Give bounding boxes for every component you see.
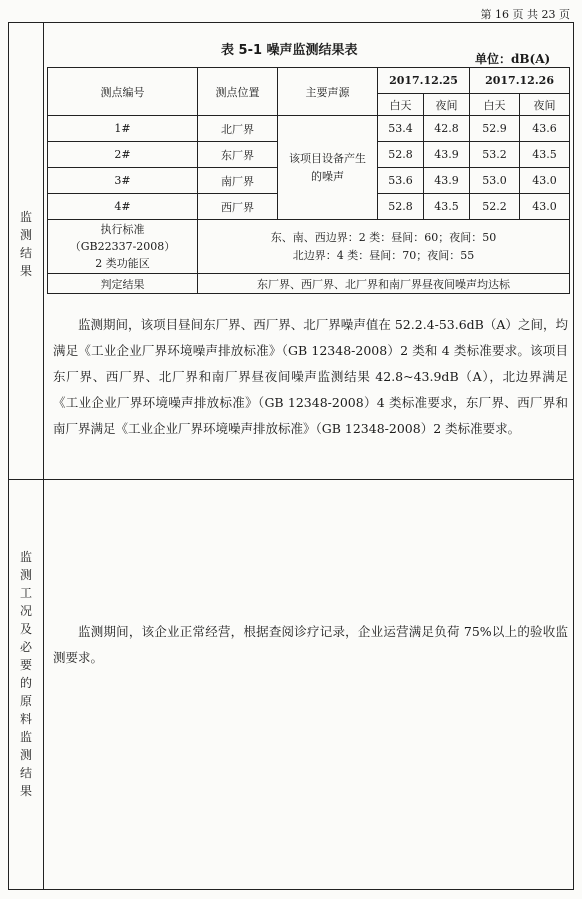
d1-day-value: 53.6 — [378, 168, 424, 194]
d1-day-value: 53.4 — [378, 116, 424, 142]
point-id: 2# — [48, 142, 198, 168]
table-row — [48, 116, 570, 142]
d1-day-value: 52.8 — [378, 194, 424, 220]
point-id: 3# — [48, 168, 198, 194]
header-night: 夜间 — [424, 94, 470, 116]
judgement-value: 东厂界、西厂界、北厂界和南厂界昼夜间噪声均达标 — [198, 274, 570, 294]
d2-night-value: 43.5 — [520, 142, 570, 168]
header-main-source: 主要声源 — [278, 68, 378, 116]
d2-day-value: 52.2 — [470, 194, 520, 220]
header-date-2: 2017.12.26 — [470, 68, 570, 94]
point-id: 1# — [48, 116, 198, 142]
operating-conditions-paragraph: 监测期间，该企业正常经营，根据查阅诊疗记录，企业运营满足负荷 75%以上的验收监测要求。 — [53, 624, 568, 665]
judgement-label: 判定结果 — [48, 274, 198, 294]
point-location: 南厂界 — [198, 168, 278, 194]
d1-night-value: 43.5 — [424, 194, 470, 220]
section-divider — [9, 479, 573, 480]
d2-day-value: 53.2 — [470, 142, 520, 168]
standard-value: 东、南、西边界：2 类：昼间：60；夜间：50 北边界：4 类：昼间：70；夜间：55 — [198, 220, 570, 274]
d2-day-value: 52.9 — [470, 116, 520, 142]
header-day: 白天 — [470, 94, 520, 116]
d2-night-value: 43.6 — [520, 116, 570, 142]
d1-night-value: 43.9 — [424, 142, 470, 168]
d1-day-value: 52.8 — [378, 142, 424, 168]
page-number: 第 16 页 共 23 页 — [480, 8, 570, 21]
header-night: 夜间 — [520, 94, 570, 116]
report-frame — [8, 22, 574, 890]
main-source-value: 该项目设备产生的噪声 — [278, 116, 378, 220]
d2-night-value: 43.0 — [520, 194, 570, 220]
d1-night-value: 43.9 — [424, 168, 470, 194]
d2-day-value: 53.0 — [470, 168, 520, 194]
header-date-1: 2017.12.25 — [378, 68, 470, 94]
header-point-location: 测点位置 — [198, 68, 278, 116]
side-label-monitoring-results: 监 测 结 果 — [19, 210, 32, 278]
unit-label: 单位：dB(A) — [475, 52, 551, 66]
standard-label: 执行标准 （GB22337-2008） 2 类功能区 — [48, 220, 198, 274]
header-day: 白天 — [378, 94, 424, 116]
monitoring-results-paragraph: 监测期间，该项目昼间东厂界、西厂界、北厂界噪声值在 52.2.4-53.6dB（A）之间，均满足《工业企业厂界环境噪声排放标准》（GB 12348-2008）2 类和 4 类标准要求。该项目东厂界、西厂界、北厂界和南厂界昼夜间噪声监测结果 42.8~43.9dB（A），北边界满足《工业企业厂界环境噪声排放标准》（GB 12348-2008）4 类标准要求，东厂界、西厂界和南厂界满足《工业企业厂界环境噪声排放标准》（GB 12348-2008）2 类标准要求。 — [53, 317, 568, 436]
point-id: 4# — [48, 194, 198, 220]
side-label-operating-conditions: 监 测 工 况 及 必 要 的 原 料 监 测 结 果 — [19, 550, 32, 798]
point-location: 东厂界 — [198, 142, 278, 168]
side-column-divider — [43, 23, 44, 889]
header-point-id: 测点编号 — [48, 68, 198, 116]
table-title: 表 5-1 噪声监测结果表 — [221, 43, 358, 58]
d1-night-value: 42.8 — [424, 116, 470, 142]
noise-results-table — [47, 67, 570, 294]
point-location: 西厂界 — [198, 194, 278, 220]
point-location: 北厂界 — [198, 116, 278, 142]
d2-night-value: 43.0 — [520, 168, 570, 194]
